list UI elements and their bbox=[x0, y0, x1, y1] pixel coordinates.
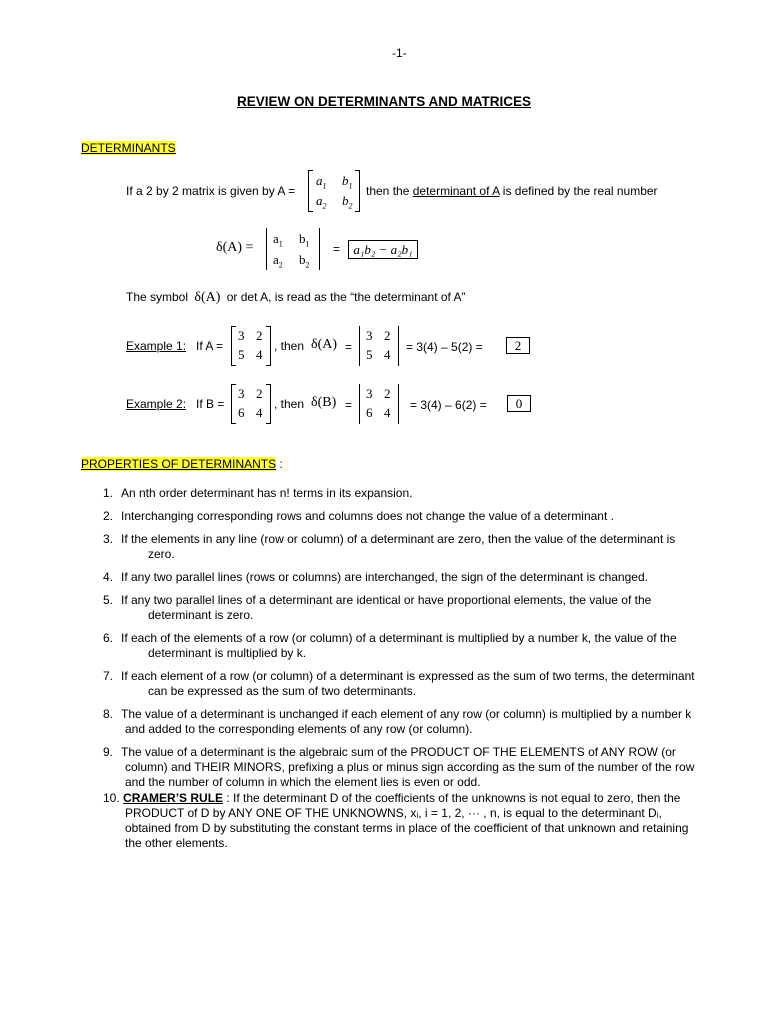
property-number: 1. bbox=[103, 486, 114, 500]
section-heading-properties-wrap bbox=[81, 457, 283, 471]
example2-determinant: 3 2 6 4 bbox=[359, 384, 399, 424]
property-item bbox=[103, 593, 743, 623]
property-text-line: zero. bbox=[148, 547, 175, 561]
example1-then: , then bbox=[274, 339, 305, 353]
property-text-line: column) and THEIR MINORS, prefixing a plus or minus sign according as the sum of the number of the row bbox=[125, 760, 695, 774]
property-item bbox=[103, 486, 743, 501]
intro-prefix: If a 2 by 2 matrix is given by A = bbox=[126, 184, 296, 198]
property-number: 8. bbox=[103, 707, 114, 721]
section-heading-properties: PROPERTIES OF DETERMINANTS bbox=[81, 457, 277, 471]
property-number: 4. bbox=[103, 570, 114, 584]
property-number: 9. bbox=[103, 745, 114, 759]
property-item bbox=[103, 570, 743, 585]
property-text-line: and the number of column in which the element lies is even or odd. bbox=[125, 775, 481, 789]
cramer-label: CRAMER’S RULE bbox=[123, 791, 224, 805]
property-text-line: If any two parallel lines of a determinant are identical or have proportional elements, the value of the bbox=[121, 593, 652, 607]
example1-if: If A = bbox=[196, 339, 224, 353]
cramer-line4: the other elements. bbox=[125, 836, 228, 850]
intro-suffix: is defined by the real number bbox=[502, 184, 658, 198]
property-text-line: If each of the elements of a row (or column) of a determinant is multiplied by a number k, the value of the bbox=[121, 631, 677, 645]
example2-then: , then bbox=[274, 397, 305, 411]
example2-calc: = 3(4) – 6(2) = bbox=[410, 398, 487, 412]
property-item bbox=[103, 707, 743, 737]
property-text-line: determinant is zero. bbox=[148, 608, 254, 622]
symbol-line: The symbol δ(A) or det A, is read as the “the determinant of A” bbox=[126, 290, 466, 305]
example1-matrix: 3 2 5 4 bbox=[231, 326, 271, 366]
cramer-line2: PRODUCT of D by ANY ONE OF THE UNKNOWNS, xᵢ, i = 1, 2, ··· , n, is equal to the determinant Dᵢ, bbox=[125, 806, 662, 820]
property-number: 7. bbox=[103, 669, 114, 683]
delta-a-lhs: δ(A) = bbox=[216, 240, 254, 255]
page-number: -1- bbox=[392, 46, 407, 60]
intro-suffix-wrap bbox=[366, 184, 658, 198]
property-item bbox=[103, 532, 743, 562]
intro-mid: then the bbox=[366, 184, 410, 198]
property-text-line: If the elements in any line (row or column) of a determinant are zero, then the value of the determinant is bbox=[121, 532, 676, 546]
property-number: 6. bbox=[103, 631, 114, 645]
property-text-line: If any two parallel lines (rows or columns) are interchanged, the sign of the determinant is changed. bbox=[121, 570, 648, 584]
property-text-line: If each element of a row (or column) of a determinant is expressed as the sum of two terms, the determinant bbox=[121, 669, 695, 683]
property-text-line: can be expressed as the sum of two determinants. bbox=[148, 684, 417, 698]
property-text-line: The value of a determinant is unchanged if each element of any row (or column) is multiplied by a number k bbox=[121, 707, 692, 721]
cramer-line1: : If the determinant D of the coefficients of the unknowns is not equal to zero, then the bbox=[223, 791, 681, 805]
delta-formula-box: a₁b₂ − a₂b₁ bbox=[348, 240, 418, 259]
property-item bbox=[103, 509, 743, 524]
property-number: 2. bbox=[103, 509, 114, 523]
example1-determinant: 3 2 5 4 bbox=[359, 326, 399, 366]
example2-eq: = bbox=[345, 398, 353, 412]
property-item bbox=[103, 745, 743, 790]
cramer-number: 10. bbox=[103, 791, 120, 805]
example1-eq: = bbox=[345, 340, 353, 354]
example1-delta: δ(A) bbox=[311, 337, 338, 352]
property-number: 3. bbox=[103, 532, 114, 546]
property-number: 5. bbox=[103, 593, 114, 607]
example2-label: Example 2: bbox=[126, 397, 187, 411]
section-heading-determinants: DETERMINANTS bbox=[81, 141, 176, 155]
delta-a-equals: = bbox=[333, 242, 341, 256]
property-text-line: Interchanging corresponding rows and columns does not change the value of a determinant . bbox=[121, 509, 614, 523]
example1-label: Example 1: bbox=[126, 339, 187, 353]
example2-matrix: 3 2 6 4 bbox=[231, 384, 271, 424]
property-item bbox=[103, 631, 743, 661]
example2-answer: 0 bbox=[507, 395, 531, 412]
property-text-line: An nth order determinant has n! terms in its expansion. bbox=[121, 486, 413, 500]
determinant-general: $a_1$ $b_1$ $a_2$ $b_2$ bbox=[266, 228, 320, 270]
matrix-a-general: $a_1$ $b_1$ $a_2$ $b_2$ bbox=[308, 170, 360, 212]
cramer-line3: obtained from D by substituting the constant terms in place of the coefficient of that unknown and retaining bbox=[125, 821, 689, 835]
property-text-line: and added to the corresponding elements of any row (or column). bbox=[125, 722, 473, 736]
example2-if: If B = bbox=[196, 397, 225, 411]
property-text-line: determinant is multiplied by k. bbox=[148, 646, 307, 660]
intro-link-text: determinant of A bbox=[412, 184, 500, 198]
property-text-line: The value of a determinant is the algebraic sum of the PRODUCT OF THE ELEMENTS of ANY ROW (or bbox=[121, 745, 676, 759]
cramers-rule-item bbox=[103, 791, 743, 851]
example1-calc: = 3(4) – 5(2) = bbox=[406, 340, 483, 354]
example2-delta: δ(B) bbox=[311, 395, 337, 410]
property-item bbox=[103, 669, 743, 699]
section-heading-colon: : bbox=[276, 457, 283, 471]
page-title: REVIEW ON DETERMINANTS AND MATRICES bbox=[237, 94, 532, 109]
example1-answer: 2 bbox=[506, 337, 530, 354]
